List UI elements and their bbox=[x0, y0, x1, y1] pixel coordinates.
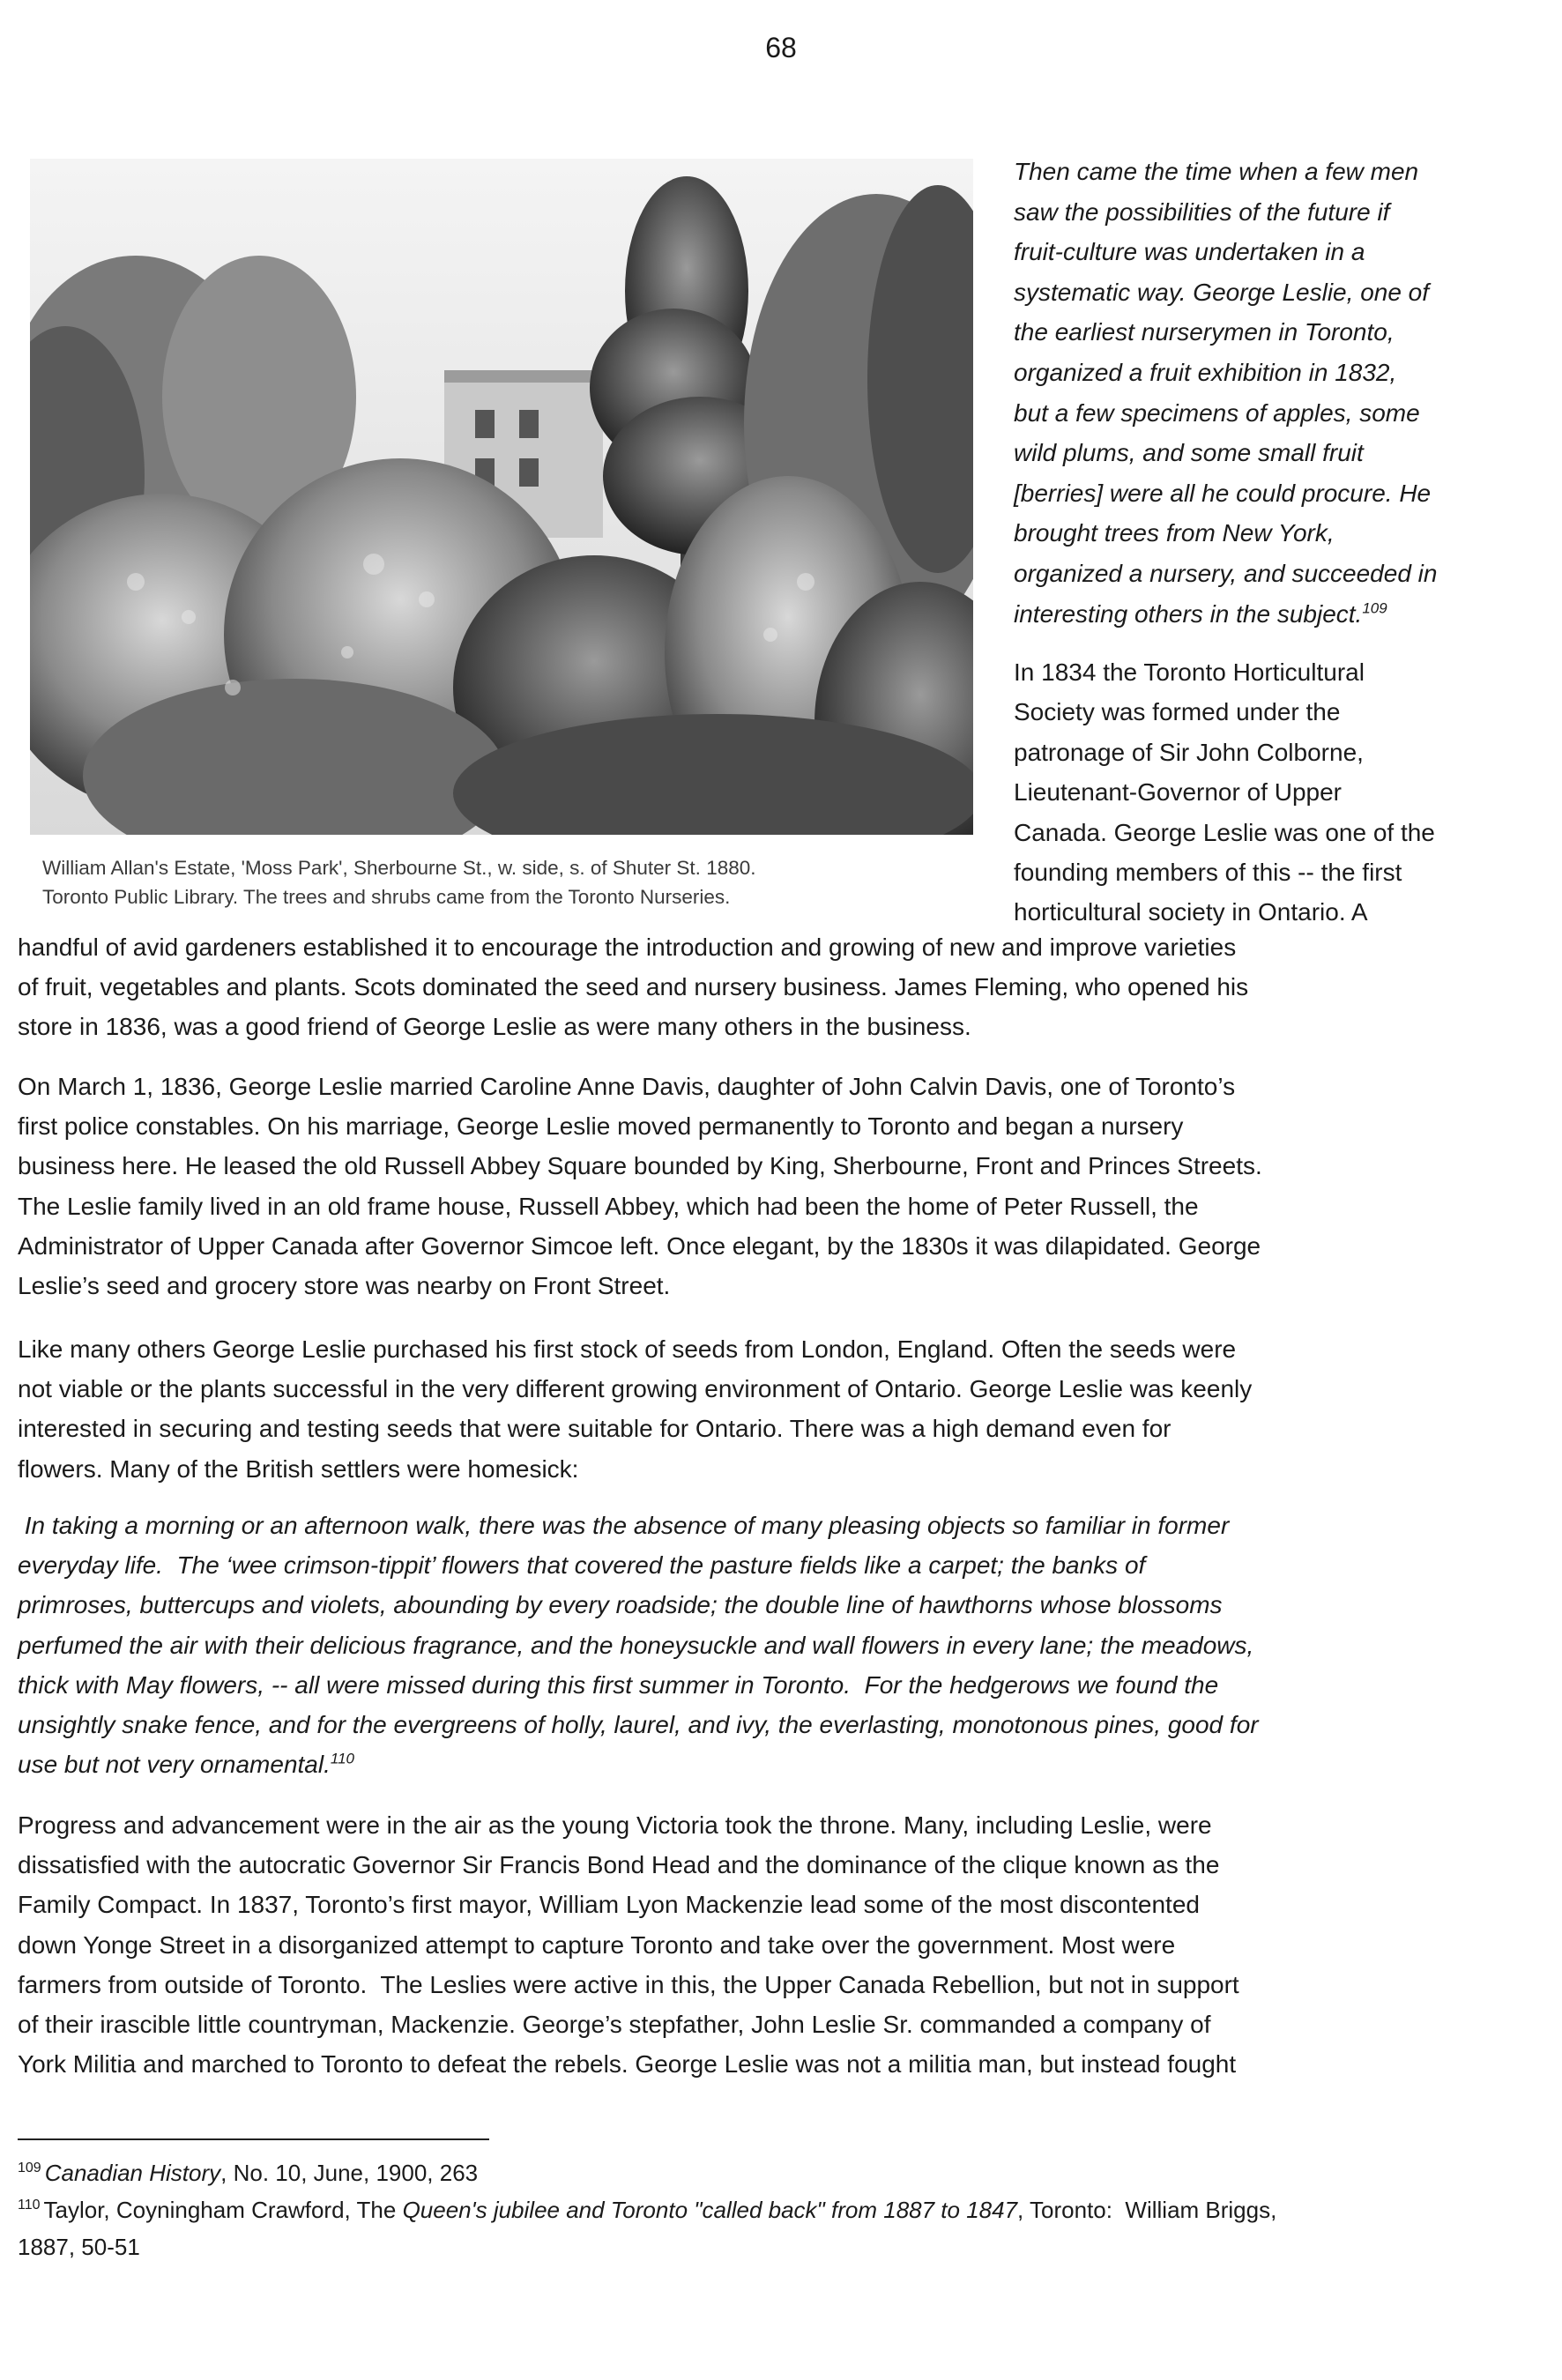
paragraph-line: handful of avid gardeners established it to encourage the introduction and growing of new and improve varieties bbox=[18, 933, 1237, 961]
paragraph-line: dissatisfied with the autocratic Governor Sir Francis Bond Head and the dominance of the clique known as the bbox=[18, 1851, 1220, 1879]
paragraph-line: first police constables. On his marriage, George Leslie moved permanently to Toronto and began a nursery bbox=[18, 1112, 1184, 1141]
footnote-110 bbox=[18, 2191, 1544, 2228]
paragraph-line: Family Compact. In 1837, Toronto’s first mayor, William Lyon Mackenzie lead some of the most discontented bbox=[18, 1891, 1200, 1919]
footnotes bbox=[18, 2154, 1544, 2265]
intro-quote-line: saw the possibilities of the future if bbox=[1014, 197, 1390, 226]
side-paragraph-line: In 1834 the Toronto Horticultural bbox=[1014, 658, 1365, 686]
paragraph-line: of fruit, vegetables and plants. Scots dominated the seed and nursery business. James Fleming, who opened his bbox=[18, 973, 1249, 1001]
paragraph-line: York Militia and marched to Toronto to defeat the rebels. George Leslie was not a militia man, but instead fought bbox=[18, 2050, 1237, 2079]
footnote-title: Canadian History bbox=[44, 2160, 221, 2186]
block-quote bbox=[18, 1506, 1544, 1784]
intro-quote bbox=[1014, 152, 1543, 634]
paragraph-line: of their irascible little countryman, Mackenzie. George’s stepfather, John Leslie Sr. commanded a company of bbox=[18, 2011, 1211, 2039]
intro-quote-line: wild plums, and some small fruit bbox=[1014, 439, 1364, 467]
footnote-109 bbox=[18, 2154, 1544, 2191]
side-paragraph-line: horticultural society in Ontario. A bbox=[1014, 898, 1368, 926]
footnote-text: Taylor, Coyningham Crawford, The bbox=[43, 2197, 403, 2223]
caption-line-1: William Allan's Estate, 'Moss Park', Sherbourne St., w. side, s. of Shuter St. 1880. bbox=[42, 857, 756, 879]
paragraph-line: interested in securing and testing seeds that were suitable for Ontario. There was a high demand even for bbox=[18, 1415, 1172, 1443]
intro-quote-line: [berries] were all he could procure. He bbox=[1014, 479, 1432, 507]
footnote-number: 109 bbox=[18, 2161, 41, 2176]
paragraph-rebellion bbox=[18, 1805, 1544, 2084]
footnote-title: Queen's jubilee and Toronto "called back" from 1887 to 1847 bbox=[402, 2197, 1018, 2223]
side-paragraph bbox=[1014, 652, 1543, 933]
footnote-ref-109[interactable]: 109 bbox=[1362, 599, 1387, 617]
block-quote-line: unsightly snake fence, and for the evergreens of holly, laurel, and ivy, the everlasting, monotonous pines, good for bbox=[18, 1711, 1259, 1739]
intro-quote-line: organized a fruit exhibition in 1832, bbox=[1014, 358, 1397, 386]
footnote-number: 110 bbox=[18, 2198, 41, 2213]
block-quote-line: In taking a morning or an afternoon walk, there was the absence of many pleasing objects so familiar in former bbox=[18, 1512, 1230, 1539]
block-quote-line: thick with May flowers, -- all were missed during this first summer in Toronto. For the hedgerows we found the bbox=[18, 1670, 1219, 1699]
side-paragraph-line: patronage of Sir John Colborne, bbox=[1014, 738, 1364, 766]
photo-caption bbox=[42, 853, 977, 911]
footnote-text: , No. 10, June, 1900, 263 bbox=[220, 2160, 479, 2186]
paragraph-line: Leslie’s seed and grocery store was nearby on Front Street. bbox=[18, 1272, 671, 1300]
side-paragraph-line: Lieutenant-Governor of Upper bbox=[1014, 778, 1342, 807]
footnote-text: , Toronto: William Briggs, bbox=[1017, 2197, 1277, 2223]
intro-quote-line: systematic way. George Leslie, one of bbox=[1014, 278, 1430, 306]
intro-quote-line-last bbox=[1014, 594, 1543, 635]
intro-quote-line: but a few specimens of apples, some bbox=[1014, 398, 1420, 427]
estate-photo bbox=[30, 159, 973, 835]
block-quote-line-text: use but not very ornamental. bbox=[18, 1751, 331, 1779]
footnote-ref-110[interactable]: 110 bbox=[330, 1750, 354, 1767]
paragraph-marriage bbox=[18, 1067, 1544, 1305]
intro-quote-line: organized a nursery, and succeeded in bbox=[1014, 559, 1438, 587]
footnote-divider bbox=[18, 2138, 489, 2140]
intro-quote-line: the earliest nurserymen in Toronto, bbox=[1014, 318, 1395, 346]
paragraph-line: down Yonge Street in a disorganized attempt to capture Toronto and take over the government. Most were bbox=[18, 1930, 1176, 1959]
paragraph-line: Progress and advancement were in the air as the young Victoria took the throne. Many, including Leslie, were bbox=[18, 1811, 1212, 1839]
paragraph-gardeners bbox=[18, 927, 1544, 1047]
paragraph-line: On March 1, 1836, George Leslie married Caroline Anne Davis, daughter of John Calvin Davis, one of Toronto’s bbox=[18, 1073, 1236, 1100]
block-quote-line-last bbox=[18, 1744, 1544, 1784]
paragraph-line: Administrator of Upper Canada after Governor Simcoe left. Once elegant, by the 1830s it was dilapidated. George bbox=[18, 1231, 1261, 1260]
block-quote-line: primroses, buttercups and violets, abounding by every roadside; the double line of hawthorns whose blossoms bbox=[18, 1591, 1223, 1619]
side-paragraph-line: founding members of this -- the first bbox=[1014, 859, 1402, 887]
intro-quote-line-text: interesting others in the subject. bbox=[1014, 599, 1363, 628]
intro-quote-line: fruit-culture was undertaken in a bbox=[1014, 238, 1365, 266]
paragraph-line: not viable or the plants successful in the very different growing environment of Ontario. George Leslie was keenly bbox=[18, 1375, 1253, 1403]
block-quote-line: everyday life. The ‘wee crimson-tippit’ flowers that covered the pasture fields like a carpet; the banks of bbox=[18, 1551, 1146, 1580]
side-paragraph-line: Society was formed under the bbox=[1014, 698, 1341, 726]
paragraph-line: business here. He leased the old Russell Abbey Square bounded by King, Sherbourne, Front and Princes Streets. bbox=[18, 1152, 1262, 1180]
paragraph-line: The Leslie family lived in an old frame house, Russell Abbey, which had been the home of Peter Russell, the bbox=[18, 1192, 1199, 1220]
paragraph-line: Like many others George Leslie purchased his first stock of seeds from London, England. Often the seeds were bbox=[18, 1335, 1237, 1363]
paragraph-line: farmers from outside of Toronto. The Leslies were active in this, the Upper Canada Rebellion, but not in support bbox=[18, 1970, 1239, 1998]
intro-quote-line: Then came the time when a few men bbox=[1014, 158, 1419, 185]
side-paragraph-line: Canada. George Leslie was one of the bbox=[1014, 818, 1435, 846]
page-number: 68 bbox=[765, 32, 797, 63]
footnote-110-continuation: 1887, 50-51 bbox=[18, 2234, 140, 2260]
paragraph-line: store in 1836, was a good friend of George Leslie as were many others in the business. bbox=[18, 1013, 971, 1041]
paragraph-seeds bbox=[18, 1329, 1544, 1489]
paragraph-line: flowers. Many of the British settlers were homesick: bbox=[18, 1454, 579, 1483]
caption-line-2: Toronto Public Library. The trees and shrubs came from the Toronto Nurseries. bbox=[42, 886, 731, 908]
intro-quote-line: brought trees from New York, bbox=[1014, 519, 1335, 547]
estate-photo-icon bbox=[30, 159, 973, 835]
block-quote-line: perfumed the air with their delicious fragrance, and the honeysuckle and wall flowers in every lane; the meadows, bbox=[18, 1631, 1254, 1659]
